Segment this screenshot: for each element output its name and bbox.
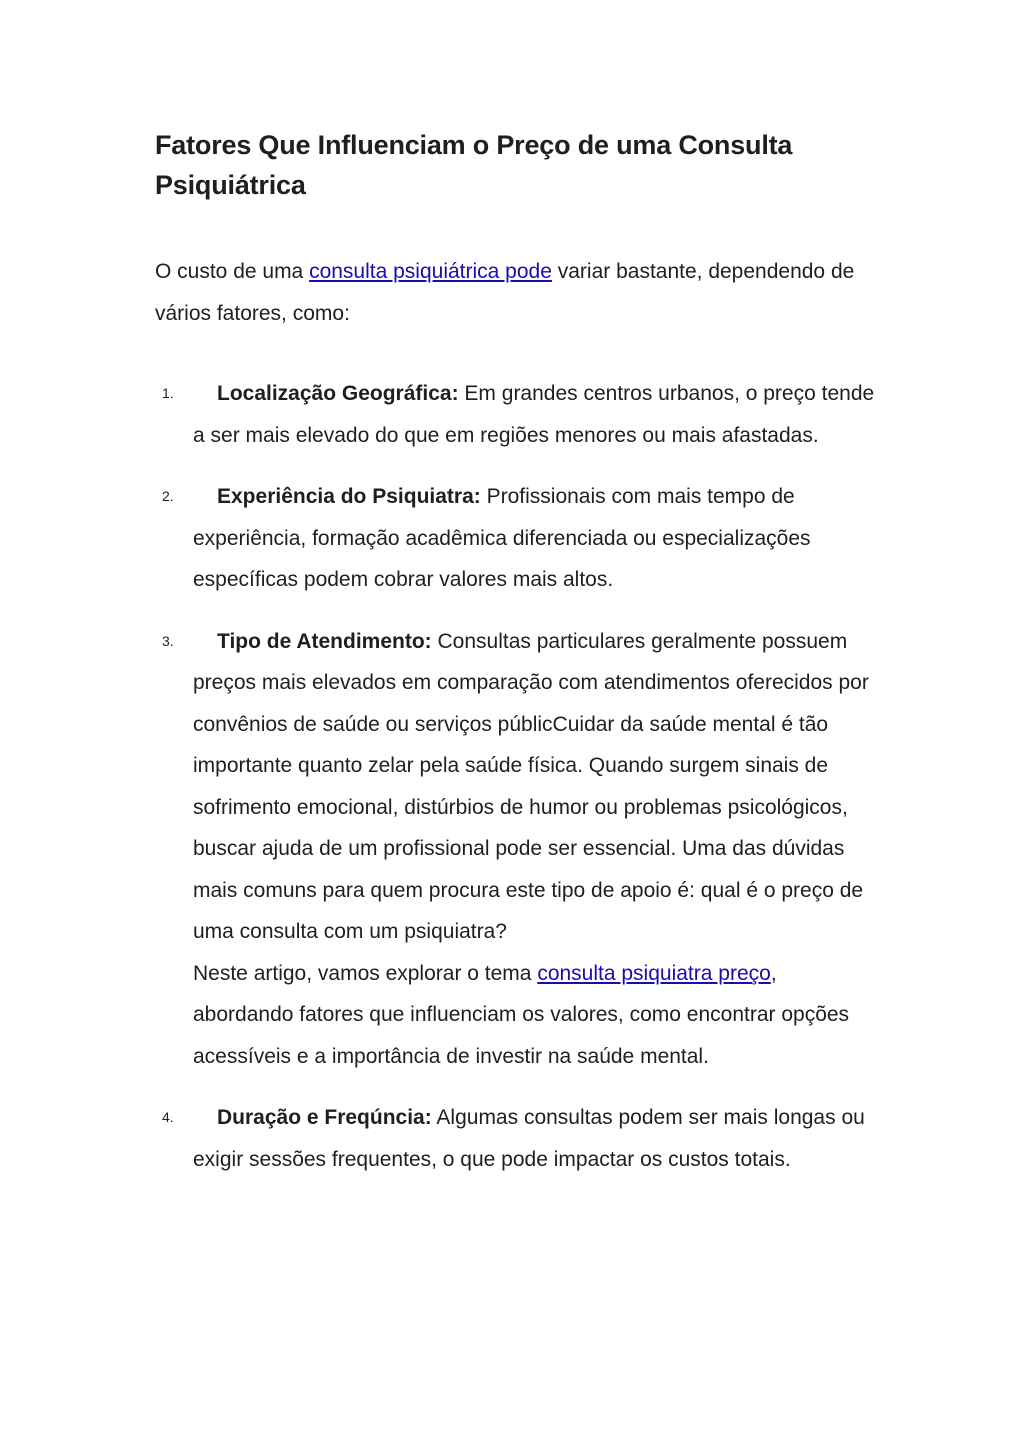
article-link[interactable]: consulta psiquiatra preço <box>537 961 771 985</box>
item-label: Experiência do Psiquiatra: <box>217 485 481 508</box>
intro-link[interactable]: consulta psiquiátrica pode <box>309 260 552 283</box>
item-text: Em grandes centros urbanos, o preço tende a ser mais elevado do que em regiões menores ou mais afastadas. <box>193 382 875 447</box>
list-number: 4. <box>162 1109 174 1125</box>
list-item <box>155 373 875 456</box>
intro-paragraph <box>155 251 875 335</box>
item-text: Algumas consultas podem ser mais longas ou exigir sessões frequentes, o que pode impactar os custos totais. <box>193 1106 865 1171</box>
list-number: 2. <box>162 488 174 504</box>
item-label: Localização Geográfica: <box>217 382 459 405</box>
list-item <box>155 1097 875 1180</box>
intro-text-before: O custo de uma <box>155 260 310 283</box>
item-text: Consultas particulares geralmente possuem preços mais elevados em comparação com atendimentos oferecidos por convênios de saúde ou serviços públicCuidar da saúde mental é tão importante quanto zelar pela saúde física. Quando surgem sinais de sofrimento emocional, distúrbios de humor ou problemas psicológicos, buscar ajuda de um profissional pode ser essencial. Uma das dúvidas mais comuns para quem procura este tipo de apoio é: qual é o preço de uma consulta com um psiquiatra? <box>193 629 869 943</box>
intro-text-after: variar bastante, dependendo de vários fatores, como: <box>155 260 855 325</box>
factors-list <box>155 373 875 1180</box>
document-page <box>155 125 875 1200</box>
item-extra-before: Neste artigo, vamos explorar o tema <box>193 961 538 985</box>
item-extra-after: , abordando fatores que influenciam os valores, como encontrar opções acessíveis e a importância de investir na saúde mental. <box>193 961 850 1068</box>
list-number: 1. <box>162 385 174 401</box>
page-title: Fatores Que Influenciam o Preço de uma Consulta Psiquiátrica <box>155 130 793 200</box>
list-item <box>155 476 875 601</box>
list-number: 3. <box>162 632 174 649</box>
list-item <box>155 621 875 1078</box>
item-text: Profissionais com mais tempo de experiência, formação acadêmica diferenciada ou especializações específicas podem cobrar valores mais altos. <box>193 485 811 591</box>
item-label: Tipo de Atendimento: <box>217 629 432 653</box>
item-label: Duração e Freqúncia: <box>217 1106 432 1129</box>
